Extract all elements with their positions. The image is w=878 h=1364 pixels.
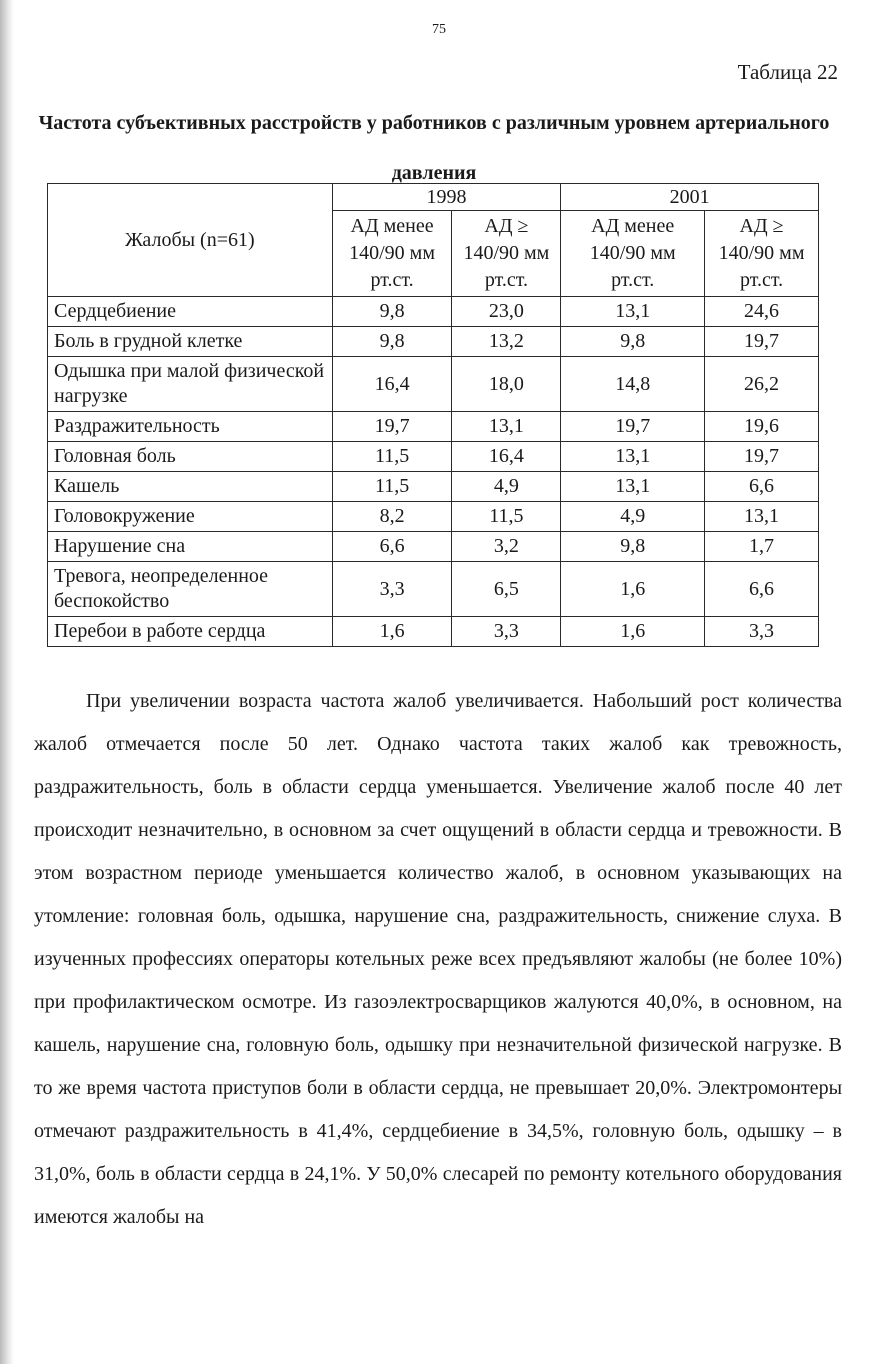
table-cell: 9,8 — [332, 327, 452, 357]
table-cell: 8,2 — [332, 502, 452, 532]
table-cell: 11,5 — [332, 472, 452, 502]
year-header: 2001 — [561, 184, 819, 211]
table-label: Таблица 22 — [737, 60, 838, 84]
table-cell: 19,7 — [705, 327, 819, 357]
table-cell: 11,5 — [452, 502, 561, 532]
complaint-name: Перебои в работе сердца — [48, 617, 333, 647]
table-row — [48, 297, 819, 327]
table-row — [48, 442, 819, 472]
table-cell: 23,0 — [452, 297, 561, 327]
table-row — [48, 327, 819, 357]
complaint-name: Головная боль — [48, 442, 333, 472]
complaint-name: Нарушение сна — [48, 532, 333, 562]
table-cell: 9,8 — [561, 327, 705, 357]
complaint-name: Боль в грудной клетке — [48, 327, 333, 357]
table-cell: 6,6 — [705, 562, 819, 617]
complaint-name: Кашель — [48, 472, 333, 502]
table-row — [48, 562, 819, 617]
table-cell: 6,6 — [705, 472, 819, 502]
table-cell: 16,4 — [332, 357, 452, 412]
table-cell: 19,6 — [705, 412, 819, 442]
table-cell: 19,7 — [561, 412, 705, 442]
table-cell: 4,9 — [452, 472, 561, 502]
table-row — [48, 472, 819, 502]
table-row — [48, 617, 819, 647]
table-cell: 3,3 — [705, 617, 819, 647]
complaint-name: Тревога, неопределенное беспокойство — [48, 562, 333, 617]
table-cell: 6,5 — [452, 562, 561, 617]
table-cell: 9,8 — [332, 297, 452, 327]
table-cell: 9,8 — [561, 532, 705, 562]
table-row — [48, 412, 819, 442]
table-cell: 13,2 — [452, 327, 561, 357]
table-cell: 6,6 — [332, 532, 452, 562]
table-cell: 11,5 — [332, 442, 452, 472]
table-cell: 4,9 — [561, 502, 705, 532]
table-row — [48, 532, 819, 562]
complaint-name: Раздражительность — [48, 412, 333, 442]
table-cell: 1,6 — [561, 617, 705, 647]
complaint-name: Одышка при малой физической нагрузке — [48, 357, 333, 412]
complaint-name: Головокружение — [48, 502, 333, 532]
body-paragraph: При увеличении возраста частота жалоб увеличивается. Набольший рост количества жалоб отмечается после 50 лет. Однако частота таких жалоб как тревожность, раздражительность, боль в области сердца уменьшается. Увеличение жалоб после 40 лет происходит незначительно, в основном за счет ощущений в области сердца и тревожности. В этом возрастном периоде уменьшается количество жалоб, в основном указывающих на утомление: головная боль, одышка, нарушение сна, раздражительность, снижение слуха. В изученных профессиях операторы котельных реже всех предъявляют жалобы (не более 10%) при профилактическом осмотре. Из газоэлектросварщиков жалуются 40,0%, в основном, на кашель, нарушение сна, головную боль, одышку при незначительной физической нагрузке. В то же время частота приступов боли в области сердца, не превышает 20,0%. Электромонтеры отмечают раздражительность в 41,4%, сердцебиение в 34,5%, головную боль, одышку – в 31,0%, боль в области сердца в 24,1%. У 50,0% слесарей по ремонту котельного оборудования имеются жалобы на — [34, 690, 842, 1228]
table-cell: 19,7 — [332, 412, 452, 442]
table-cell: 18,0 — [452, 357, 561, 412]
table-row — [48, 357, 819, 412]
table-cell: 1,6 — [332, 617, 452, 647]
table-cell: 19,7 — [705, 442, 819, 472]
complaints-column-header: Жалобы (n=61) — [48, 184, 333, 297]
bp-group-header: АД менее 140/90 мм рт.ст. — [332, 211, 452, 297]
table-cell: 1,6 — [561, 562, 705, 617]
table-cell: 13,1 — [561, 442, 705, 472]
bp-group-header: АД ≥ 140/90 мм рт.ст. — [705, 211, 819, 297]
table-cell: 1,7 — [705, 532, 819, 562]
body-text — [34, 680, 842, 1239]
table-cell: 16,4 — [452, 442, 561, 472]
table-cell: 13,1 — [452, 412, 561, 442]
table-title: Частота субъективных расстройств у работников с различным уровнем артериального давления — [38, 112, 830, 184]
year-header: 1998 — [332, 184, 561, 211]
scan-edge-shadow — [0, 0, 14, 1364]
table-cell: 14,8 — [561, 357, 705, 412]
table-cell: 13,1 — [561, 472, 705, 502]
table-cell: 26,2 — [705, 357, 819, 412]
complaint-name: Сердцебиение — [48, 297, 333, 327]
page-number: 75 — [432, 22, 446, 37]
bp-group-header: АД ≥ 140/90 мм рт.ст. — [452, 211, 561, 297]
complaints-table — [47, 183, 819, 647]
table-cell: 3,2 — [452, 532, 561, 562]
table-cell: 3,3 — [452, 617, 561, 647]
table-row — [48, 502, 819, 532]
table-cell: 24,6 — [705, 297, 819, 327]
table-cell: 13,1 — [705, 502, 819, 532]
table-cell: 13,1 — [561, 297, 705, 327]
bp-group-header: АД менее 140/90 мм рт.ст. — [561, 211, 705, 297]
table-cell: 3,3 — [332, 562, 452, 617]
